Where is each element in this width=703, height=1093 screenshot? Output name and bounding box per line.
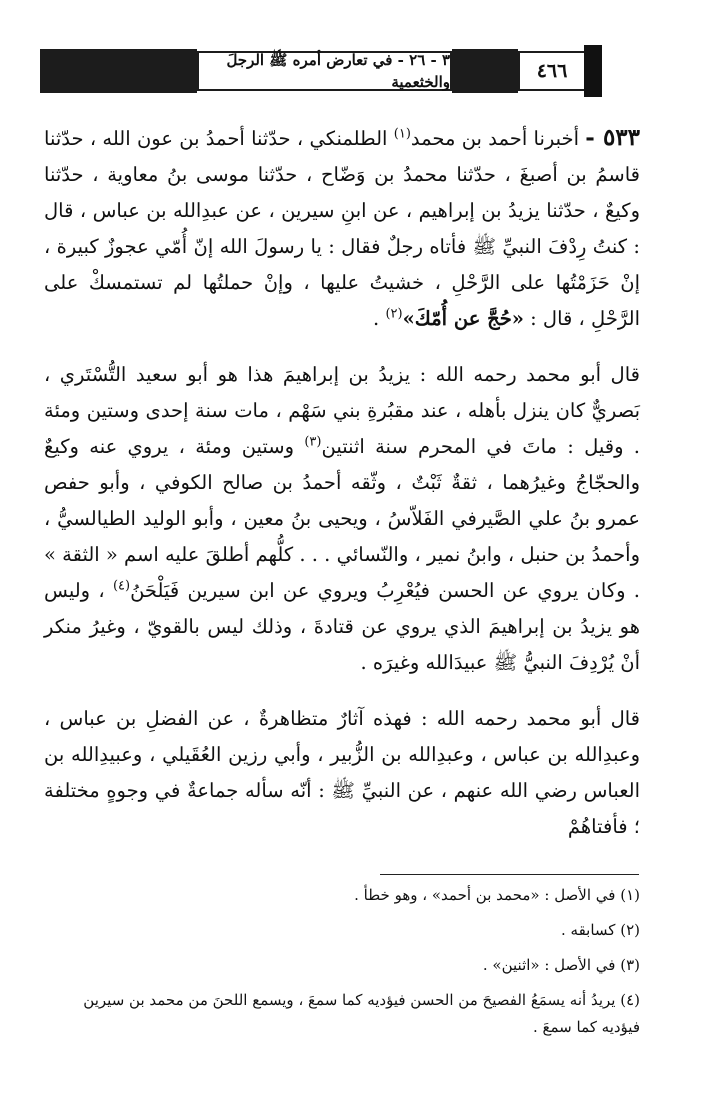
footnote: (٤) يريدُ أنه يسمَعُ الفصيحَ من الحسن فيؤديه كما سمعَ ، ويسمع اللحنَ من محمد بن سيرين فيؤديه كما سمعَ . <box>83 991 640 1036</box>
text-run: الطلمنكي ، حدّثنا أحمدُ بن عون الله ، حدّثنا قاسمُ بن أصبغَ ، حدّثنا محمدُ بن وَضّاح ، حدّثنا موسى بنُ معاوية ، حدّثنا وكيعٌ ، حدّثنا يزيدُ بن إبراهيم ، عن ابنِ سيرين ، عن عبدِالله بن عباس ، قال : كنتُ رِدْفَ النبيِّ ﷺ فأتاه رجلٌ فقال : يا رسولَ الله إنّ أُمّي عجوزٌ كبيرة ، إنْ حَزَمْتُها على الرَّحْلِ ، خشيتُ عليها ، وإنْ حملتُها لم تستمسكْ على الرَّحْلِ ، قال : <box>44 127 640 330</box>
header-decor-bar-middle <box>452 49 518 93</box>
footnote: (١) في الأصل : «محمد بن أحمد» ، وهو خطأ . <box>354 886 640 904</box>
text-run: ، وليس هو يزيدُ بن إبراهيمَ الذي يروي عن قتادةَ ، وذلك ليس بالقويّ ، وغيرُ منكر أنْ يُرْدِفَ النبيُّ ﷺ عبيدَالله وغيرَه . <box>44 579 640 674</box>
text-run: . <box>373 307 386 330</box>
running-header <box>40 46 640 96</box>
footnote-divider <box>380 874 639 875</box>
text-run: وستين ومئة ، يروي عنه وكيعٌ والحجّاجُ وغيرُهما ، ثقةٌ ثَبْتٌ ، وثّقه أحمدُ بن صالح الكوفي ، وأبو حفص عمرو بنُ علي الصَّيرفي الفَلاّسُ ، ويحيى بنُ معين ، وأبو الوليد الطيالسيُّ ، وأحمدُ بن حنبل ، وابنُ نمير ، والنّسائي . . . كلُّهم أطلقَ عليه اسم « الثقة » . وكان يروي عن الحسن فيُعْرِبُ ويروي عن ابن سيرين فَيَلْحَنُ <box>44 435 640 602</box>
text-run: قال أبو محمد رحمه الله : يزيدُ بن إبراهيمَ هذا هو أبو سعيد التُّسْتَري ، بَصريٌّ كان ينزل بأهله ، عند مقبُرةِ بني سَهْم ، مات سنة إحدى وستين ومئة . وقيل : ماتَ في المحرم سنة اثنتين <box>44 363 640 458</box>
header-decor-bar-right <box>584 45 602 97</box>
main-text <box>44 120 640 845</box>
running-title: ٣ - ٢٦ - في تعارض أمره ﷺ الرجلَ والخثعمية <box>197 51 452 91</box>
prophet-quote: «حُجَّ عن أُمّكَ» <box>402 307 524 330</box>
hadith-paragraph <box>44 120 640 337</box>
commentary-paragraph <box>44 357 640 681</box>
hadith-number: ٥٣٣ - <box>585 124 640 151</box>
footnote: (٣) في الأصل : «اثنين» . <box>482 956 640 974</box>
header-decor-bar-left <box>40 49 197 93</box>
footnote-ref: (٤) <box>112 578 131 594</box>
footnote-ref: (٣) <box>304 434 322 450</box>
footnote: (٢) كسابقه . <box>561 921 640 939</box>
footnotes <box>44 882 640 1049</box>
page-number: ٤٦٦ <box>518 51 584 91</box>
footnote-ref: (١) <box>393 126 411 142</box>
text-run: أخبرنا أحمد بن محمد <box>410 127 580 150</box>
commentary-paragraph <box>44 701 640 845</box>
footnote-ref: (٢) <box>385 306 403 322</box>
text-run: قال أبو محمد رحمه الله : فهذه آثارٌ متظاهرةٌ ، عن الفضلِ بن عباس ، وعبدِالله بن عباس ، وعبدِالله بن الزُّبير ، وأبي رزين العُقَيلي ، وعبيدِالله بن العباس رضي الله عنهم ، عن النبيِّ ﷺ : أنّه سأله جماعةٌ في وجوهٍ مختلفة ؛ فأفتاهُمْ <box>44 707 640 838</box>
